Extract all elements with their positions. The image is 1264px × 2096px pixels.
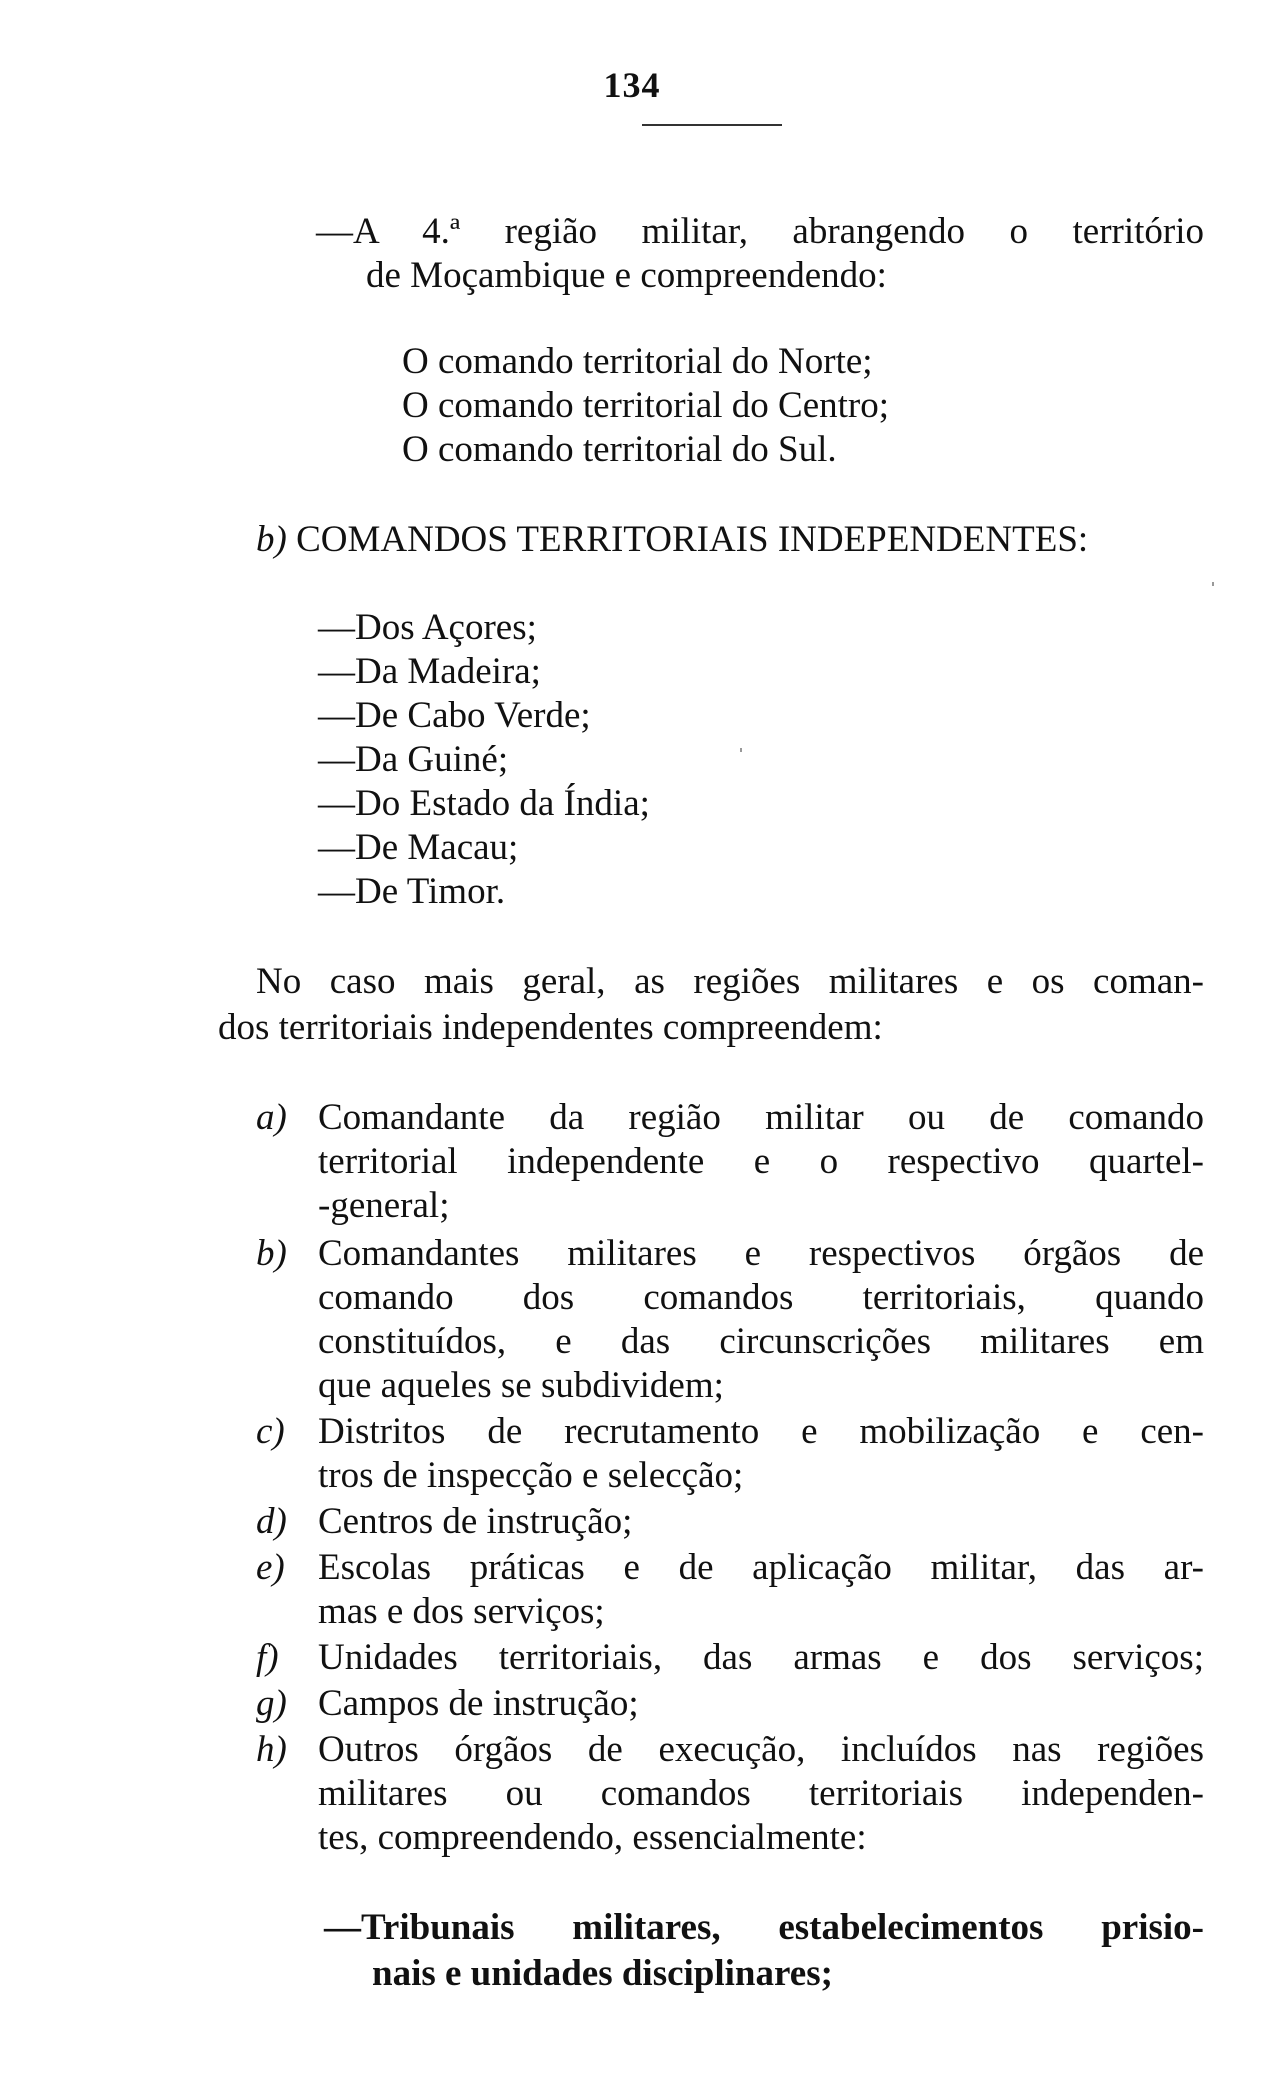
section-b-title: COMANDOS TERRITORIAIS INDEPENDENTES: [296, 519, 1089, 560]
item-g-marker: g) [256, 1683, 287, 1724]
item-h-line-1: Outros órgãos de execução, incluídos nas regiões [318, 1729, 1204, 1770]
item-e-line-1: Escolas práticas e de aplicação militar, das ar- [318, 1547, 1204, 1588]
independent-command-madeira: —Da Madeira; [318, 651, 541, 692]
item-f-marker: f) [256, 1637, 279, 1678]
item-b-line-2: comando dos comandos territoriais, quando [318, 1277, 1204, 1318]
final-entry-line-1 [324, 1906, 1204, 1950]
item-a-line-1: Comandante da região militar ou de comando [318, 1097, 1204, 1138]
page-number-rule [642, 124, 782, 126]
general-case-line-1: No caso mais geral, as regiões militares e os coman- [256, 961, 1204, 1002]
item-a-line-2: territorial independente e o respectivo quartel- [318, 1141, 1204, 1182]
independent-command-cape-verde: —De Cabo Verde; [318, 695, 591, 736]
item-g-line-1: Campos de instrução; [318, 1683, 639, 1724]
independent-command-macau: —De Macau; [318, 827, 519, 868]
scan-speck [1212, 582, 1214, 586]
independent-command-azores: —Dos Açores; [318, 607, 537, 648]
region-command-north: O comando territorial do Norte; [402, 341, 873, 382]
section-b-heading [256, 518, 1088, 562]
item-f-line-1: Unidades territoriais, das armas e dos serviços; [318, 1637, 1204, 1678]
item-d-marker: d) [256, 1501, 287, 1542]
item-b-marker: b) [256, 1233, 287, 1274]
item-d-line-1: Centros de instrução; [318, 1501, 633, 1542]
item-h-line-3: tes, compreendendo, essencialmente: [318, 1817, 867, 1858]
independent-command-timor: —De Timor. [318, 871, 506, 912]
page-number: 134 [603, 65, 661, 105]
region-command-centre: O comando territorial do Centro; [402, 385, 890, 426]
scan-speck [740, 748, 742, 752]
item-b-line-3: constituídos, e das circunscrições militares em [318, 1321, 1204, 1362]
item-h-marker: h) [256, 1729, 287, 1770]
region-command-south: O comando territorial do Sul. [402, 429, 837, 470]
final-entry-text-1: Tribunais militares, estabelecimentos prisio- [361, 1907, 1204, 1948]
item-b-line-1: Comandantes militares e respectivos órgãos de [318, 1233, 1204, 1274]
region-entry-line-2: de Moçambique e compreendendo: [366, 255, 887, 296]
final-entry-line-2: nais e unidades disciplinares; [372, 1953, 833, 1994]
item-c-line-2: tros de inspecção e selecção; [318, 1455, 744, 1496]
region-entry-dash: — [316, 211, 353, 252]
region-entry-text-1: A 4.ª região militar, abrangendo o território [353, 211, 1204, 252]
item-e-line-2: mas e dos serviços; [318, 1591, 605, 1632]
item-b-line-4: que aqueles se subdividem; [318, 1365, 724, 1406]
item-a-line-3: -general; [318, 1185, 450, 1226]
item-h-line-2: militares ou comandos territoriais independen- [318, 1773, 1204, 1814]
item-a-marker: a) [256, 1097, 287, 1138]
item-c-marker: c) [256, 1411, 285, 1452]
item-c-line-1: Distritos de recrutamento e mobilização e cen- [318, 1411, 1204, 1452]
region-entry-line-1 [316, 210, 1204, 254]
item-e-marker: e) [256, 1547, 285, 1588]
general-case-line-2: dos territoriais independentes compreendem: [218, 1007, 883, 1048]
independent-command-guinea: —Da Guiné; [318, 739, 509, 780]
independent-command-india: —Do Estado da Índia; [318, 783, 650, 824]
final-entry-dash: — [324, 1907, 361, 1948]
section-b-marker: b) [256, 519, 287, 560]
